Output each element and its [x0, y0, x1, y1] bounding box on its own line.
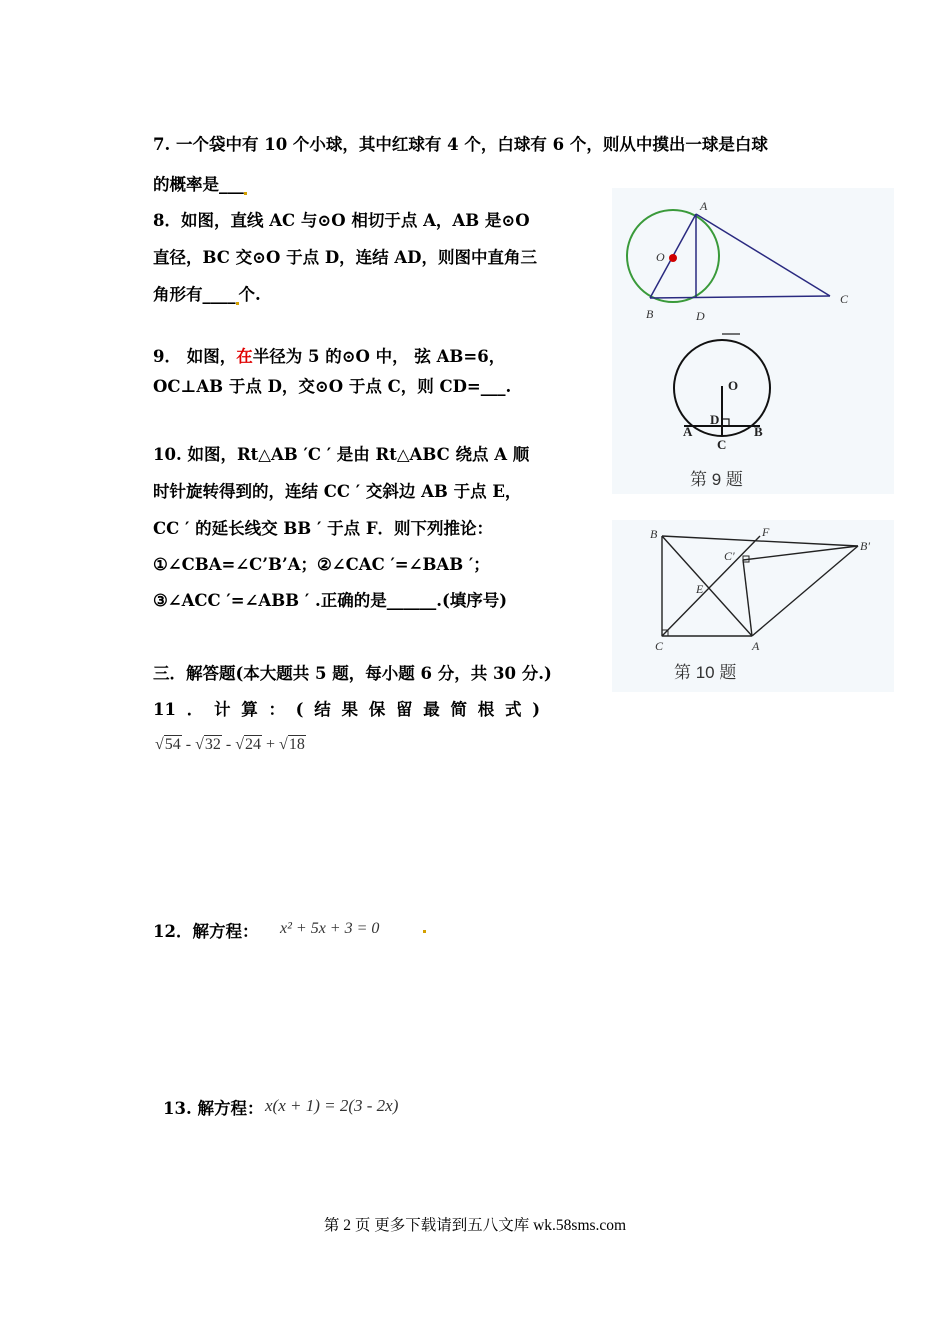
q11-radical-2: √32 [195, 736, 221, 753]
q7-line2 [153, 171, 247, 195]
q7-line1: 7. 一个袋中有 10 个小球，其中红球有 4 个，白球有 6 个，则从中摸出一球是白球 [153, 135, 768, 154]
fig10-label-b: B [650, 527, 658, 541]
section3-title: 三．解答题(本大题共 5 题，每小题 6 分，共 30 分.) [153, 664, 552, 683]
fig8-label-o: O [656, 250, 665, 264]
figure-8 [612, 188, 894, 328]
fig10-label-e: E [696, 582, 704, 596]
q10-line3: CC ′ 的延长线交 BB ′ 于点 F．则下列推论： [153, 519, 494, 538]
q8-line2: 直径，BC 交⊙O 于点 D，连结 AD，则图中直角三 [153, 248, 537, 267]
q13-label: 13. 解方程： [163, 1099, 264, 1118]
q9-line1 [153, 343, 505, 367]
q10-line1: 10. 如图，Rt△AB ′C ′ 是由 Rt△ABC 绕点 A 顺 [153, 445, 530, 464]
q7-blank: ___ [219, 175, 244, 194]
q8-line3 [153, 281, 261, 305]
fig10-label-a: A [752, 639, 760, 653]
fig10-label-c: C [655, 639, 664, 653]
q9-red-word: 在 [236, 347, 253, 366]
q8-prefix: 8．如图，直线 [153, 211, 270, 230]
q8-blank: ____ [202, 285, 236, 304]
fig9-caption: 第 9 题 [690, 470, 743, 489]
fig9-label-o: O [728, 378, 739, 393]
q9-num: 9． 如图， [153, 347, 237, 366]
q11-expression: √54 - √32 - √24 + √18 [155, 736, 305, 753]
fig10-label-f: F [762, 525, 770, 539]
fig10-label-c-prime: C' [724, 549, 735, 563]
q7-text: 的概率是 [153, 175, 219, 194]
edit-mark [423, 930, 426, 933]
fig10-label-b-prime: B' [860, 539, 870, 553]
fig9-label-c: C [717, 437, 727, 452]
fig8-center-dot [669, 254, 677, 262]
q8-line1 [153, 207, 530, 231]
figure-9 [612, 328, 894, 494]
q11-title: 11 ． 计 算 ： ( 结 果 保 留 最 简 根 式 ) [153, 700, 540, 719]
fig8-label-b: B [646, 307, 654, 321]
q11-radical-3: √24 [235, 736, 261, 753]
fig8-label-a: A [700, 199, 708, 213]
q8-text-a: 角形有 [153, 285, 203, 304]
q13-equation: x(x + 1) = 2(3 - 2x) [265, 1096, 399, 1115]
fig9-label-b: B [754, 424, 763, 439]
q11-radical-4: √18 [279, 736, 305, 753]
q10-line5: ③∠ACC ′=∠ABB ′ .正确的是______.(填序号) [153, 591, 508, 610]
q9-line2: OC⊥AB 于点 D，交⊙O 于点 C，则 CD=___. [153, 377, 512, 396]
fig8-label-c: C [840, 292, 849, 306]
figure-10 [612, 520, 894, 692]
fig9-label-d: D [710, 412, 720, 427]
q8-text-b: 个. [238, 285, 261, 304]
q12-label: 12．解方程： [153, 922, 259, 941]
q9-text: 半径为 5 的⊙O 中， 弦 AB=6， [252, 347, 506, 366]
q10-line4: ①∠CBA=∠C’B’A；②∠CAC ′=∠BAB ′； [153, 555, 490, 574]
page-footer: 第 2 页 更多下载请到五八文库 wk.58sms.com [323, 1217, 627, 1234]
fig8-label-d: D [696, 309, 705, 323]
q12-equation: x² + 5x + 3 = 0 [280, 920, 380, 937]
q8-text: AC 与⊙O 相切于点 A，AB 是⊙O [269, 211, 530, 230]
fig10-caption: 第 10 题 [674, 663, 737, 682]
q11-radical-1: √54 [155, 736, 181, 753]
fig9-label-a: A [683, 424, 693, 439]
q10-line2: 时针旋转得到的，连结 CC ′ 交斜边 AB 于点 E， [153, 482, 522, 501]
edit-mark [244, 192, 247, 195]
